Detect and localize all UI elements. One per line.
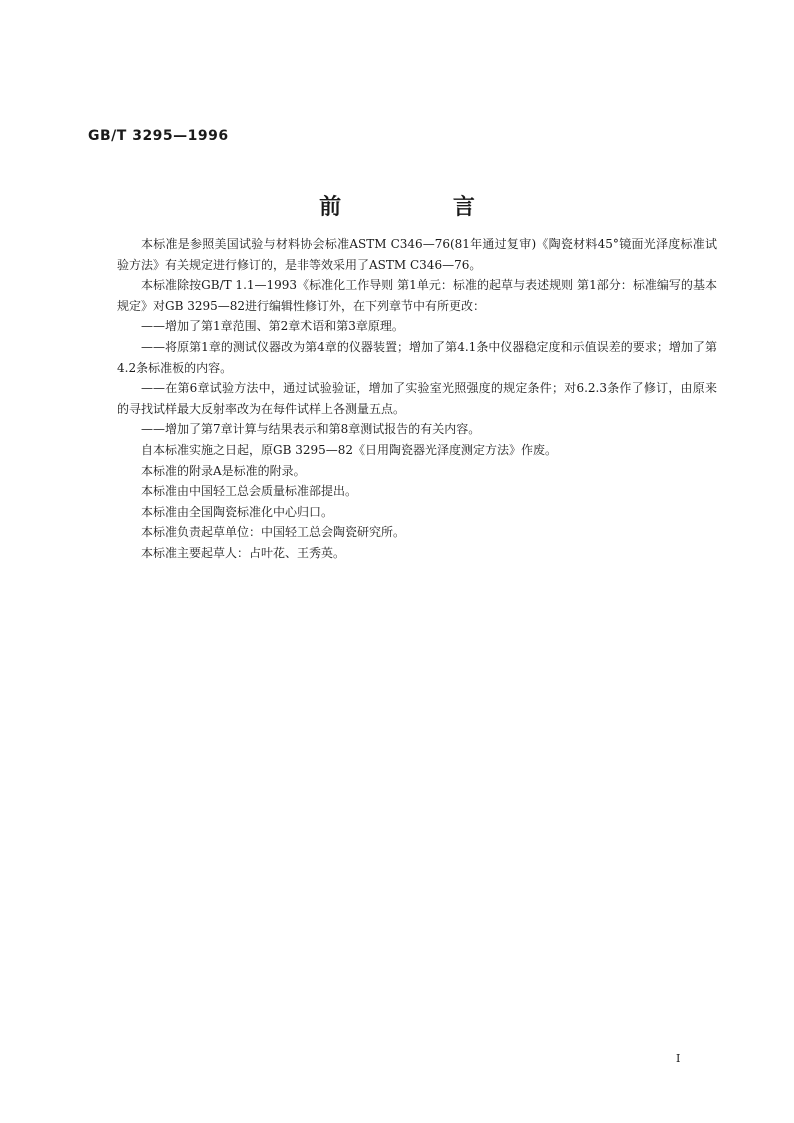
paragraph: 本标准是参照美国试验与材料协会标准ASTM C346—76(81年通过复审)《陶瓷材料45°镜面光泽度标准试验方法》有关规定进行修订的，是非等效采用了ASTM C346—76。 [117, 237, 717, 272]
paragraph: ——将原第1章的测试仪器改为第4章的仪器装置；增加了第4.1条中仪器稳定度和示值误差的要求；增加了第4.2条标准板的内容。 [117, 339, 717, 375]
paragraph: ——增加了第1章范围、第2章术语和第3章原理。 [141, 319, 404, 334]
paragraph: 自本标准实施之日起，原GB 3295—82《日用陶瓷器光泽度测定方法》作废。 [141, 442, 558, 457]
page-number: I [676, 1052, 681, 1065]
paragraph: ——增加了第7章计算与结果表示和第8章测试报告的有关内容。 [141, 422, 481, 437]
standard-number: GB/T 3295—1996 [88, 128, 229, 144]
paragraph: 本标准负责起草单位：中国轻工总会陶瓷研究所。 [141, 525, 406, 540]
paragraph: 本标准的附录A是标准的附录。 [141, 463, 306, 478]
paragraph: 本标准由全国陶瓷标准化中心归口。 [141, 504, 334, 519]
paragraph: 本标准由中国轻工总会质量标准部提出。 [141, 484, 358, 499]
foreword-body [117, 234, 717, 564]
paragraph: ——在第6章试验方法中，通过试验验证，增加了实验室光照强度的规定条件；对6.2.3条作了修订，由原来的寻找试样最大反射率改为在每件试样上各测量五点。 [117, 381, 717, 416]
paragraph: 本标准除按GB/T 1.1—1993《标准化工作导则 第1单元：标准的起草与表述规则 第1部分：标准编写的基本规定》对GB 3295—82进行编辑性修订外，在下列章节中有所更改： [117, 278, 717, 313]
paragraph: 本标准主要起草人：占叶花、王秀英。 [141, 545, 346, 560]
page-title: 前 言 [319, 195, 527, 220]
